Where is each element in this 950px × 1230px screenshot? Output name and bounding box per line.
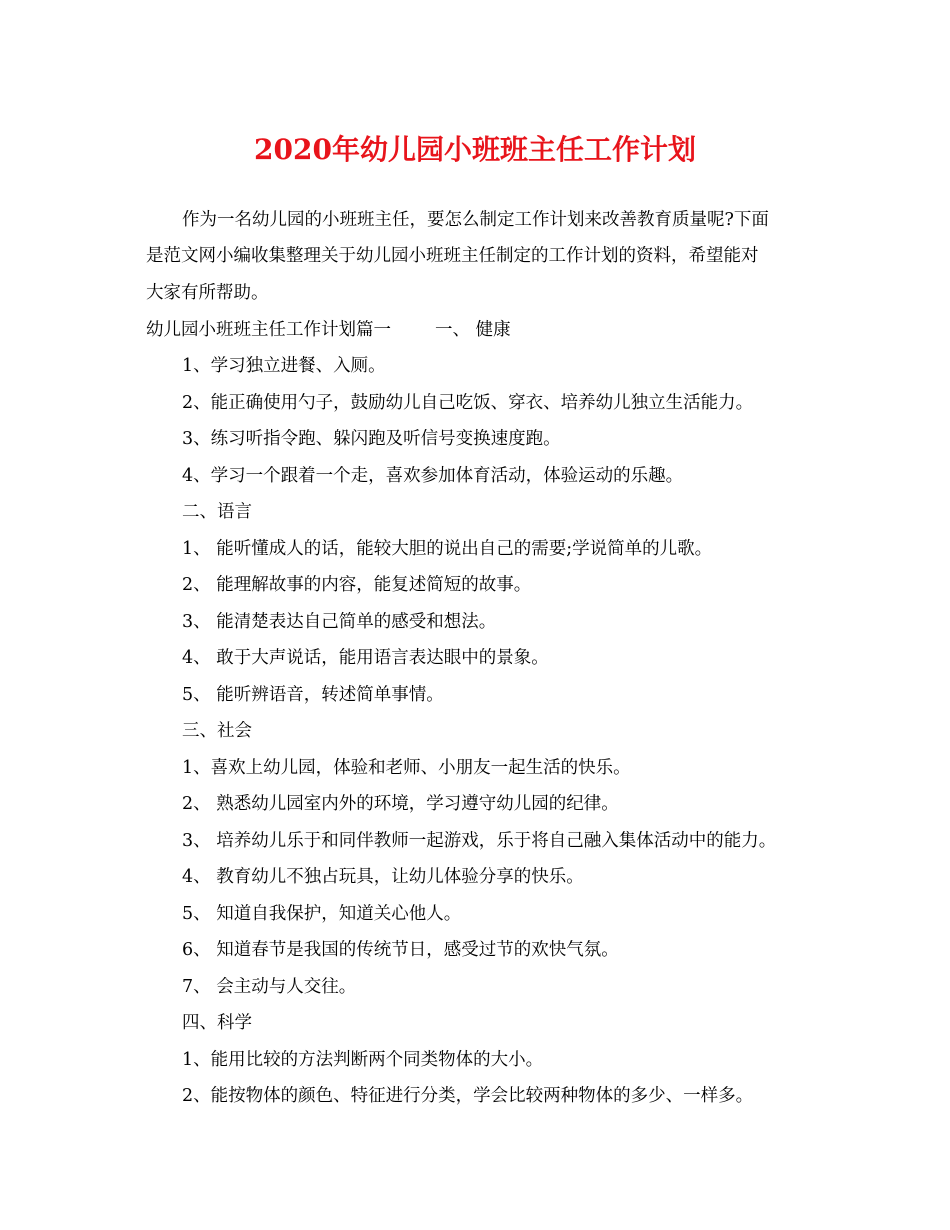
society-heading: 三、社会 [182, 721, 252, 741]
science-item: 2、能按物体的颜色、特征进行分类，学会比较两种物体的多少、一样多。 [182, 1086, 754, 1106]
health-item: 4、学习一个跟着一个走，喜欢参加体育活动，体验运动的乐趣。 [182, 466, 684, 486]
intro-line-3: 大家有所帮助。 [146, 283, 269, 303]
society-item: 2、 熟悉幼儿园室内外的环境，学习遵守幼儿园的纪律。 [182, 794, 619, 814]
society-item: 5、 知道自我保护，知道关心他人。 [182, 904, 462, 924]
society-item: 1、喜欢上幼儿园，体验和老师、小朋友一起生活的快乐。 [182, 758, 631, 778]
language-item: 3、 能清楚表达自己简单的感受和想法。 [182, 612, 497, 632]
society-item: 4、 教育幼儿不独占玩具，让幼儿体验分享的快乐。 [182, 867, 584, 887]
science-item: 1、能用比较的方法判断两个同类物体的大小。 [182, 1050, 544, 1070]
science-heading: 四、科学 [182, 1013, 252, 1033]
society-item: 6、 知道春节是我国的传统节日，感受过节的欢快气氛。 [182, 940, 619, 960]
health-item: 1、学习独立进餐、入厕。 [182, 356, 386, 376]
health-heading: 一、 健康 [435, 320, 511, 340]
language-item: 2、 能理解故事的内容，能复述简短的故事。 [182, 575, 532, 595]
language-item: 5、 能听辨语音，转述简单事情。 [182, 685, 444, 705]
document-title: 2020年幼儿园小班班主任工作计划 [254, 133, 696, 166]
society-item: 3、 培养幼儿乐于和同伴教师一起游戏，乐于将自己融入集体活动中的能力。 [182, 831, 777, 851]
intro-line-1: 作为一名幼儿园的小班班主任，要怎么制定工作计划来改善教育质量呢?下面 [182, 210, 769, 230]
health-item: 3、练习听指令跑、躲闪跑及听信号变换速度跑。 [182, 429, 561, 449]
health-item: 2、能正确使用勺子，鼓励幼儿自己吃饭、穿衣、培养幼儿独立生活能力。 [182, 393, 754, 413]
section-heading-title: 幼儿园小班班主任工作计划篇一 [146, 320, 391, 340]
intro-line-2: 是范文网小编收集整理关于幼儿园小班班主任制定的工作计划的资料，希望能对 [146, 246, 759, 266]
language-heading: 二、语言 [182, 502, 252, 522]
section-heading [146, 318, 511, 342]
language-item: 4、 敢于大声说话，能用语言表达眼中的景象。 [182, 648, 549, 668]
society-item: 7、 会主动与人交往。 [182, 977, 357, 997]
language-item: 1、 能听懂成人的话，能较大胆的说出自己的需要;学说简单的儿歌。 [182, 539, 713, 559]
